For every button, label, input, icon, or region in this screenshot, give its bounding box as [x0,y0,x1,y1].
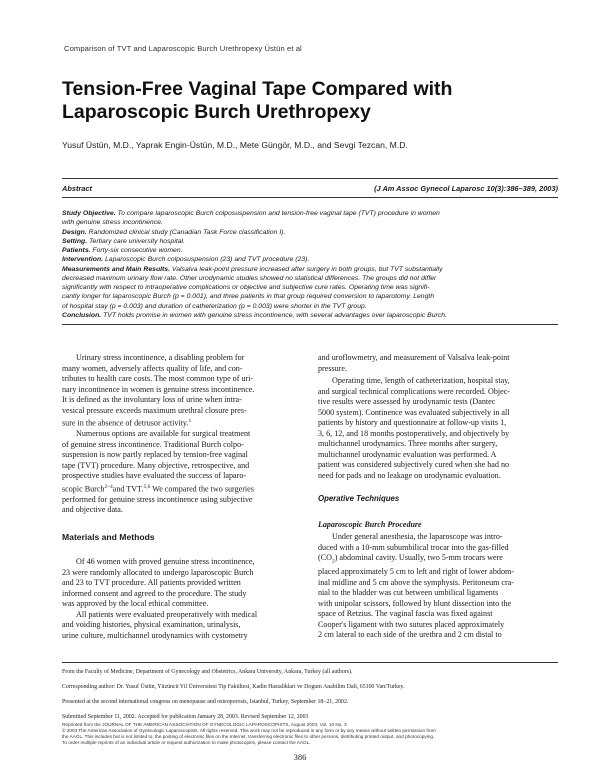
ref-marker: 2–4 [104,483,113,490]
divider [62,197,558,198]
title-line: Tension-Free Vaginal Tape Compared with [62,78,453,100]
section-heading: Materials and Methods [62,531,155,542]
author-list: Yusuf Üstün, M.D., Yaprak Engin-Üstün, M.D., Mete Güngör, M.D., and Sevgi Tezcan, M.D. [62,140,408,150]
subsubsection-heading: Laparoscopic Burch Procedure [318,519,422,529]
divider [62,178,558,179]
abstract-line: cantly longer for laparoscopic Burch (p = 0.001), and three patients in that group required conversion to laparotomy. Length [62,293,435,301]
paragraph: and uroflowmetry, and measurement of Valsalva leak-point pressure. [318,353,510,373]
abstract-line: Design. Randomized clinical study (Canadian Task Force classification I). [62,228,286,236]
affiliation-note: From the Faculty of Medicine, Department of Gynecology and Obstetrics, Ankara University, Ankara, Turkey (all authors). [62,669,353,675]
abstract-line: significantly with respect to intraoperative complications or objective and subjective cure rates. Operating time was signifi- [62,284,430,291]
intro-paragraph: Urinary stress incontinence, a disabling problem for many women, adversely affects quality of life, and con- tributes to health care costs. The most common type of uri- nary incontinence in women is genuine stress incontinence. It is defined as the involuntary loss of urine when intra- vesical pressure exceeds maximum urethral closure pres- sure in the absence of detrusor activity.$^1$ Numerous options are available for surgical treatment of genuine stress incontinence. Traditional Burch colpo- suspension is now partly replaced by tension-free vaginal tape (TVT) procedure. Many objective, retrospective, and prospective studies have evaluated the success of laparo- scopic Burch$^{2-4}$and TVT.$^{5,6}$ We compared the two surgeries performed for genuine stress incontinence using subjective and objective data. [62,353,255,515]
abstract-line: decreased maximum urinary flow rate. Other urodynamic studies showed no statistical differences. The groups did not differ [62,274,437,282]
divider [62,662,558,663]
divider [62,324,558,325]
abstract-line: Setting. Tertiary care university hospital. [62,237,185,245]
abstract-label: Abstract [62,184,92,193]
right-column [318,353,558,641]
journal-citation: (J Am Assoc Gynecol Laparosc 10(3):386–389, 2003) [374,184,558,193]
abstract-body [62,209,558,320]
reprint-notice: Reprinted from the JOURNAL OF THE AMERICAN ASSOCIATION OF GYNECOLOGIC LAPAROSCOPISTS, August 2003, Vol. 10 No. 3 © 2003 The American Association of Gynecologic Laparoscopists. All rights reserved. This work may not be reproduced in any form or by any means without written permission from the AAGL. This includes but is not limited to, the posting of electronic files on the Internet, transferring electronic files to other persons, distributing printed output, and photocopying. To order multiple reprints of an individual article or request authorization to make photocopies, please contact the AAGL. [62,722,436,746]
ref-marker: 5,6 [143,483,151,490]
abstract-line: Measurements and Main Results. Valsalva leak-point pressure increased after surgery in both groups, but TVT substantially [62,265,443,273]
paragraph: Under general anesthesia, the laparoscope was intro- duced with a 10-mm subumbilical trocar into the gas-filled $(CO_2)$ abdominal cavity. Usually, two 5-mm trocars were placed approximately 5 cm to left and right of lower abdom- inal midline and 5 cm above the symphysis. Peritoneum cra- nial to the bladder was cut between umbilical ligaments with unipolar scissors, followed by blunt dissection into the space of Retzius. The vaginal fascia was fixed against Cooper's ligament with two sutures placed approximately 2 cm lateral to each side of the urethra and 2 cm distal to [318,532,515,640]
paragraph: Operating time, length of catheterization, hospital stay, and surgical technical complications were recorded. Objec- tive results were assessed by urodynamic tests (Dantec 5000 system). Continence was evaluated subjectively in all patients by history and questionnaire at follow-up visits 1, 3, 6, 12, and 18 months postoperatively, and objectively by multichannel urodynamics. Three months after surgery, multichannel urodynamic evaluation was performed. A patient was considered subjectively cured when she had no need for pads and no leakage on urodynamic evaluation. [318,376,510,480]
corresponding-author-note: Corresponding author: Dr. Yusuf Üstün, Yüzüncü Yil Üniversitesi Tip Fakültesi, Kadin Hastaliklari ve Dogum Anabilim Dali, 65100 Van/Turkey. [62,684,405,690]
left-column [62,326,302,641]
running-head: Comparison of TVT and Laparoscopic Burch Urethropexy Üstün et al [64,44,302,53]
abstract-line: of hospital stay (p = 0.003) and duration of catheterization (p = 0.003) were shorter in the TVT group. [62,302,367,310]
title-line: Laparoscopic Burch Urethropexy [62,101,371,123]
submission-note: Submitted September 11, 2002. Accepted for publication January 28, 2003. Revised September 12, 2003 [62,714,309,720]
abstract-line: Patients. Forty-six consecutive women. [62,247,183,254]
abstract-line: with genuine stress incontinence. [62,219,163,227]
subsection-heading: Operative Techniques [318,494,400,503]
footnotes [62,668,558,721]
abstract-line: Conclusion. TVT holds promise in women with genuine stress incontinence, with several advantages over laparoscopic Burch. [62,311,447,319]
ref-marker: 1 [188,418,192,424]
page-number: 386 [293,752,307,762]
abstract-line: Study Objective. To compare laparoscopic Burch colposuspension and tension-free vaginal tape (TVT) procedure in women [62,210,440,217]
methods-paragraph: Of 46 women with proved genuine stress incontinence, 23 were randomly allocated to undergo laparoscopic Burch and 23 to TVT procedure. All patients provided written informed consent and agreed to the procedure. The study was approved by the local ethical committee. All patients were evaluated preoperatively with medical and voiding histories, physical examination, urinalysis, urine culture, multichannel urodynamics with cystometry [62,557,258,640]
article-title [62,78,542,124]
presentation-note: Presented at the second international congress on menopause and osteoporosis, Istanbul, Turkey, September 18–21, 2002. [62,699,349,705]
abstract-line: Intervention. Laparoscopic Burch colposuspension (23) and TVT procedure (23). [62,256,310,264]
